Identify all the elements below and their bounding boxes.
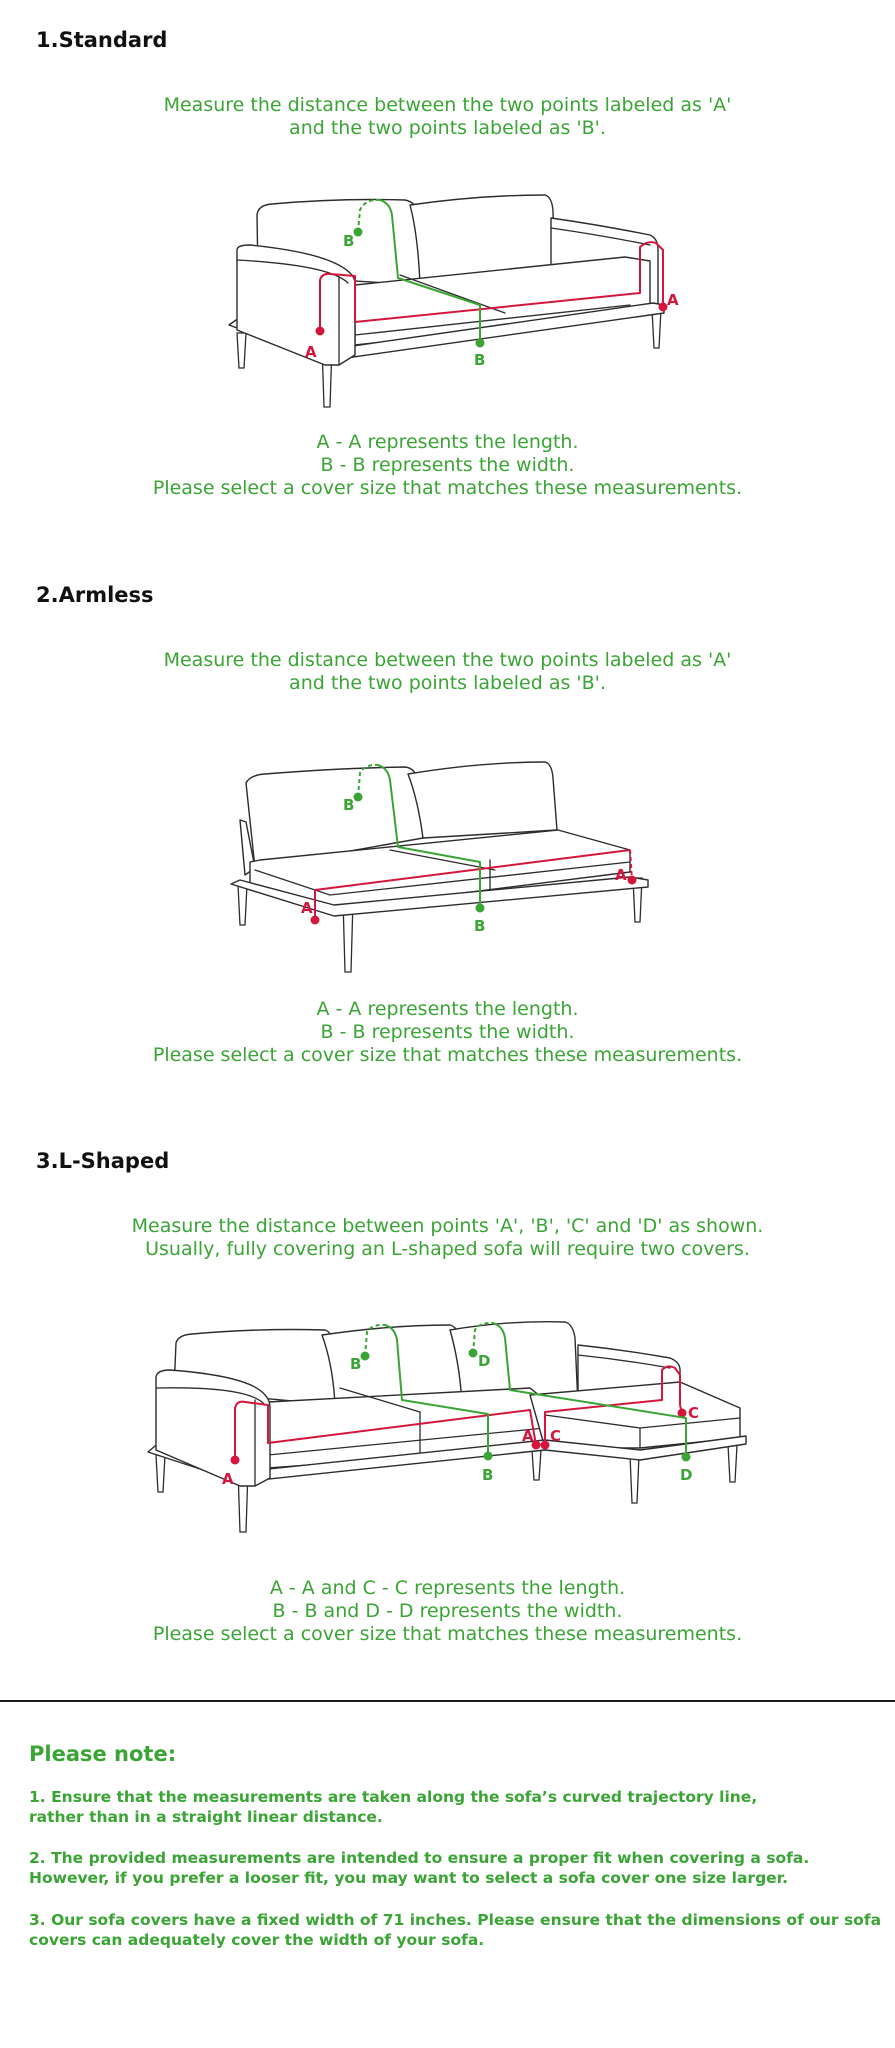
section-title-armless: 2.Armless bbox=[36, 583, 154, 607]
note-line: 2. The provided measurements are intended to ensure a proper fit when covering a sofa. bbox=[29, 1849, 810, 1867]
instruction-line: Measure the distance between the two points labeled as 'A' bbox=[163, 649, 732, 671]
point-label-b: B bbox=[482, 1466, 494, 1484]
instruction-line: and the two points labeled as 'B'. bbox=[289, 672, 606, 694]
point-label-a: A bbox=[301, 899, 313, 917]
point-label-a: A bbox=[222, 1470, 234, 1488]
point-label-a: A bbox=[522, 1427, 534, 1445]
instruction-standard bbox=[0, 94, 895, 140]
point-label-b: B bbox=[343, 796, 355, 814]
instruction-line: Measure the distance between points 'A', 'B', 'C' and 'D' as shown. bbox=[131, 1215, 764, 1237]
caption-line: Please select a cover size that matches these measurements. bbox=[152, 1044, 743, 1066]
note-line: However, if you prefer a looser fit, you may want to select a sofa cover one size larger. bbox=[29, 1869, 789, 1887]
instruction-line: Measure the distance between the two points labeled as 'A' bbox=[163, 94, 732, 116]
l-shaped-sofa-diagram bbox=[0, 1310, 895, 1545]
point-label-d: D bbox=[680, 1466, 693, 1484]
instruction-armless bbox=[0, 649, 895, 695]
caption-line: A - A represents the length. bbox=[316, 998, 579, 1020]
caption-line: Please select a cover size that matches these measurements. bbox=[152, 1623, 743, 1645]
instruction-line: Usually, fully covering an L-shaped sofa will require two covers. bbox=[145, 1238, 750, 1260]
notes-title: Please note: bbox=[29, 1742, 177, 1766]
caption-line: B - B represents the width. bbox=[320, 1021, 575, 1043]
point-label-a: A bbox=[615, 866, 627, 884]
section-divider bbox=[0, 1700, 895, 1702]
note-line: covers can adequately cover the width of your sofa. bbox=[29, 1931, 485, 1949]
caption-line: Please select a cover size that matches these measurements. bbox=[152, 477, 743, 499]
armless-sofa-diagram bbox=[0, 750, 895, 985]
section-title-standard: 1.Standard bbox=[36, 28, 168, 52]
note-line: 3. Our sofa covers have a fixed width of 71 inches. Please ensure that the dimensions of our sofa bbox=[29, 1911, 882, 1929]
point-label-d: D bbox=[478, 1352, 491, 1370]
caption-line: B - B represents the width. bbox=[320, 454, 575, 476]
caption-l-shaped bbox=[0, 1577, 895, 1646]
section-title-l-shaped: 3.L-Shaped bbox=[36, 1149, 170, 1173]
note-item bbox=[29, 1848, 879, 1888]
caption-armless bbox=[0, 998, 895, 1067]
point-label-a: A bbox=[305, 343, 317, 361]
caption-line: B - B and D - D represents the width. bbox=[272, 1600, 623, 1622]
caption-line: A - A and C - C represents the length. bbox=[269, 1577, 626, 1599]
standard-sofa-diagram bbox=[0, 185, 895, 420]
note-line: rather than in a straight linear distance. bbox=[29, 1808, 383, 1826]
note-item bbox=[29, 1787, 879, 1827]
point-label-c: C bbox=[688, 1404, 700, 1422]
point-label-b: B bbox=[474, 917, 486, 935]
point-label-c: C bbox=[550, 1427, 562, 1445]
point-label-a: A bbox=[667, 291, 679, 309]
caption-standard bbox=[0, 431, 895, 500]
instruction-line: and the two points labeled as 'B'. bbox=[289, 117, 606, 139]
caption-line: A - A represents the length. bbox=[316, 431, 579, 453]
note-item bbox=[29, 1910, 882, 1950]
instruction-l-shaped bbox=[0, 1215, 895, 1261]
point-label-b: B bbox=[474, 351, 486, 369]
point-label-b: B bbox=[343, 232, 355, 250]
note-line: 1. Ensure that the measurements are taken along the sofa’s curved trajectory line, bbox=[29, 1788, 758, 1806]
point-label-b: B bbox=[350, 1355, 362, 1373]
